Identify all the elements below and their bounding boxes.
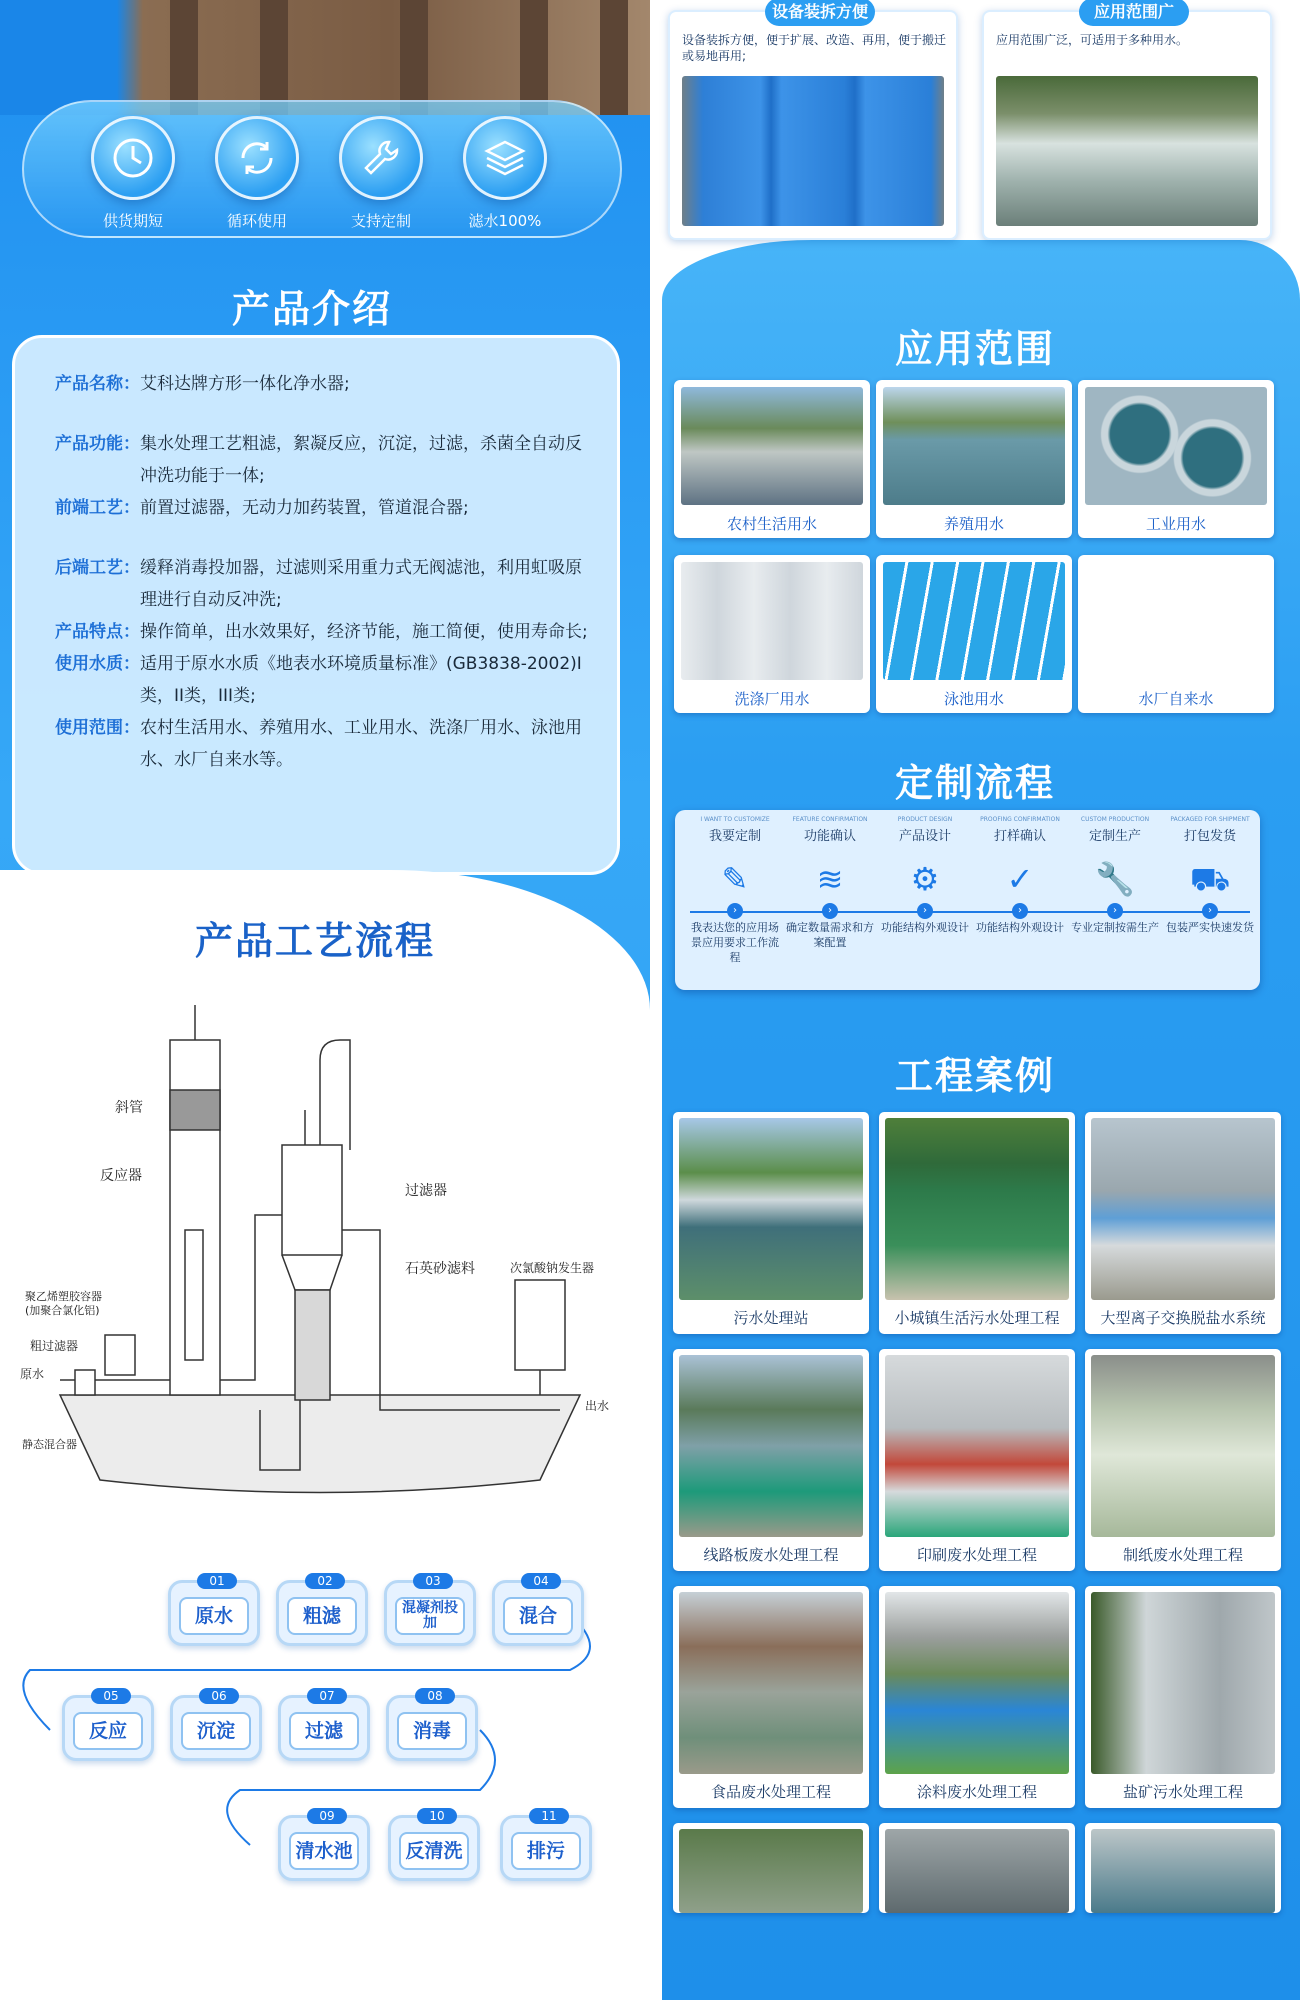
process-diagram: [20, 1000, 630, 1500]
check-icon: ✓: [1006, 860, 1034, 898]
diagram-label: 石英砂滤料: [405, 1261, 475, 1277]
pencil-icon: ✎: [721, 860, 749, 898]
process-step: 01 原水: [168, 1580, 260, 1646]
intro-row: 产品功能： 集水处理工艺粗滤，絮凝反应，沉淀，过滤，杀菌全自动反冲洗功能于一体;: [55, 434, 582, 486]
app-card: 水厂自来水: [1078, 555, 1274, 713]
flow-arrow-dot: ›: [1107, 903, 1123, 919]
flow-arrow-dot: ›: [822, 903, 838, 919]
intro-row: 产品名称： 艾科达牌方形一体化净水器;: [55, 374, 350, 394]
case-card: 印刷废水处理工程: [879, 1349, 1075, 1571]
intro-title: 产品介绍: [232, 287, 393, 331]
case-card: 制纸废水处理工程: [1085, 1349, 1281, 1571]
cases-title: 工程案例: [895, 1054, 1056, 1098]
gear-icon: ⚙: [910, 860, 940, 898]
diagram-label: 出水: [585, 1399, 610, 1413]
intro-row: 使用范围： 农村生活用水、养殖用水、工业用水、洗涤厂用水、泳池用水、水厂自来水等。: [55, 718, 582, 770]
process-title: 产品工艺流程: [195, 919, 436, 963]
case-card: 食品废水处理工程: [673, 1586, 869, 1808]
flow-arrow-dot: ›: [727, 903, 743, 919]
app-card: 养殖用水: [876, 380, 1072, 538]
process-step: 10 反清洗: [388, 1815, 480, 1881]
intro-row: 后端工艺： 缓释消毒投加器，过滤则采用重力式无阀滤池，利用虹吸原理进行自动反冲洗;: [55, 558, 582, 610]
wrench-icon: [339, 116, 423, 200]
case-card-partial: [1085, 1823, 1281, 1913]
process-step: 02 粗滤: [276, 1580, 368, 1646]
tanks-photo: [682, 76, 944, 226]
pool-photo: [996, 76, 1258, 226]
flow-step: FEATURE CONFIRMATION 功能确认 ≋ 确定数量需求和方案配置: [786, 816, 874, 949]
diagram-label: 次氯酸钠发生器: [510, 1261, 595, 1275]
flow-step: CUSTOM PRODUCTION 定制生产 🔧 专业定制按需生产: [1071, 816, 1159, 934]
process-step: 04 混合: [492, 1580, 584, 1646]
feature-label: 供货期短: [102, 212, 163, 230]
diagram-label: 原水: [20, 1367, 45, 1381]
flow-arrow-dot: ›: [917, 903, 933, 919]
case-card: 涂料废水处理工程: [879, 1586, 1075, 1808]
case-card: 大型离子交换脱盐水系统: [1085, 1112, 1281, 1334]
wrench-icon: 🔧: [1095, 860, 1135, 898]
case-card: 污水处理站: [673, 1112, 869, 1334]
feature-filter: [450, 116, 560, 231]
intro-row: 前端工艺： 前置过滤器，无动力加药装置，管道混合器;: [55, 498, 469, 518]
diagram-label: 粗过滤器: [30, 1339, 79, 1353]
case-card: 线路板废水处理工程: [673, 1349, 869, 1571]
top-card-install: 设备装拆方便 设备装拆方便，便于扩展、改造、再用，便于搬迁或易地再用;: [668, 10, 958, 240]
app-card: 农村生活用水: [674, 380, 870, 538]
process-step: 07 过滤: [278, 1695, 370, 1761]
diagram-label: 斜管: [115, 1100, 143, 1116]
diagram-label: 静态混合器: [22, 1438, 77, 1451]
applications-title: 应用范围: [895, 327, 1056, 371]
app-card: 工业用水: [1078, 380, 1274, 538]
feature-label: 循环使用: [226, 212, 287, 230]
feature-label: 滤水100%: [468, 212, 542, 230]
intro-row: 产品特点： 操作简单，出水效果好，经济节能，施工简便，使用寿命长;: [55, 622, 588, 642]
intro-row: 使用水质： 适用于原水水质《地表水环境质量标准》(GB3838-2002)I类，II类，III类;: [55, 654, 582, 706]
flow-arrow-dot: ›: [1012, 903, 1028, 919]
case-card-partial: [673, 1823, 869, 1913]
case-card-partial: [879, 1823, 1075, 1913]
process-step: 09 清水池: [278, 1815, 370, 1881]
diagram-label: 反应器: [100, 1168, 142, 1184]
intro-card: [12, 335, 620, 875]
custom-flow-title: 定制流程: [895, 761, 1056, 805]
process-step: 06 沉淀: [170, 1695, 262, 1761]
diagram-label: 过滤器: [405, 1183, 447, 1199]
truck-icon: ⛟: [1189, 860, 1231, 898]
feature-delivery: [78, 116, 188, 231]
flow-step: PROOFING CONFIRMATION 打样确认 ✓ 功能结构外观设计: [976, 816, 1064, 934]
process-step: 03 混凝剂投加: [384, 1580, 476, 1646]
case-card: 小城镇生活污水处理工程: [879, 1112, 1075, 1334]
feature-recycle: [202, 116, 312, 231]
diagram-label: 聚乙烯塑胶容器: [25, 1290, 102, 1303]
feature-custom: [326, 116, 436, 231]
layers-icon: [463, 116, 547, 200]
layers-icon: ≋: [816, 860, 844, 898]
feature-label: 支持定制: [350, 212, 411, 230]
app-card: 泳池用水: [876, 555, 1072, 713]
flow-step: PRODUCT DESIGN 产品设计 ⚙ 功能结构外观设计: [881, 816, 969, 934]
flow-arrow-dot: ›: [1202, 903, 1218, 919]
process-step: 08 消毒: [386, 1695, 478, 1761]
flow-step: I WANT TO CUSTOMIZE 我要定制 ✎ 我表达您的应用场景应用要求工作流程: [691, 816, 779, 964]
case-card: 盐矿污水处理工程: [1085, 1586, 1281, 1808]
top-photo: [0, 0, 650, 115]
app-card: 洗涤厂用水: [674, 555, 870, 713]
process-step: 05 反应: [62, 1695, 154, 1761]
flow-step: PACKAGED FOR SHIPMENT 打包发货 ⛟ 包装严实快速发货: [1166, 816, 1254, 934]
top-card-scope: 应用范围广 应用范围广泛，可适用于多种用水。: [982, 10, 1272, 240]
recycle-icon: [215, 116, 299, 200]
clock-icon: [91, 116, 175, 200]
diagram-label: (加聚合氯化铝): [25, 1304, 100, 1317]
process-step: 11 排污: [500, 1815, 592, 1881]
